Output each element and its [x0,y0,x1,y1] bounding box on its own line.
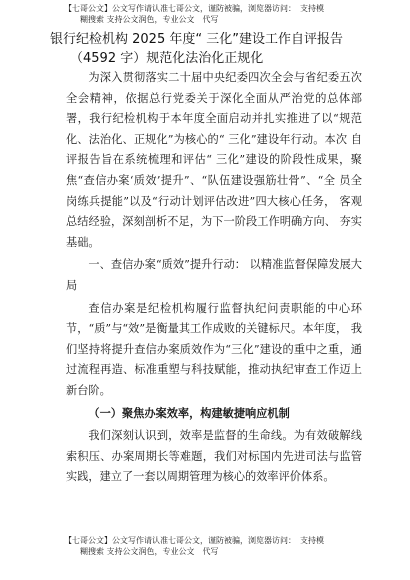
document-body [66,68,362,488]
footer-line-1: 【七哥公文】公文写作请认准七哥公文，谨防被骗，浏览器访问： 支持模 [64,536,324,545]
document-title [50,30,390,68]
title-line-1: 银行纪检机构 2025 年度“ 三化”建设工作自评报告 [50,32,343,47]
header-line-1: 【七哥公文】公文写作请认准七哥公文，谨防被骗，浏览器访问： 支持模 [64,4,324,13]
header-line-2: 糊搜索 支持公文润色，专业公文 代写 [80,15,219,24]
section-heading-1: 一、查信办案“质效”提升行动： 以精准监督保障发展大局 [66,258,362,292]
paragraph-subsection-1: 我们深刻认识到，效率是监督的生命线。为有效破解线索积压、办案周期长等难题，我们对标国内先进司法与监管实践，建立了一套以周期管理为核心的效率评价体系。 [66,429,362,484]
paragraph-intro: 为深入贯彻落实二十届中央纪委四次全会与省纪委五次全会精神，依据总行党委关于深化全面从严治党的总体部署，我行纪检机构于本年度全面启动并扎实推进了以“规范化、法治化、正规化”为核心的“ 三化”建设年行动。本次 自评报告旨在系统梳理和评估“ 三化”建设的阶段性成果，聚焦“查信办案‘质效’提升”、“队伍建设强筋壮骨”、“全 员全岗练兵提能”以及“行动计划评估改进”四大核心任务， 客观总结经验，深刻剖析不足，为下一阶段工作明确方向、 夯实基础。 [66,71,362,249]
paragraph-section-1: 查信办案是纪检机构履行监督执纪问责职能的中心环节，“质”与“效”是衡量其工作成败的关键标尺。本年度， 我们坚持将提升查信办案质效作为“三化”建设的重中之重，通过流程再造、标准重塑与科技赋能，推动执纪审查工作迈上新台阶。 [66,301,362,397]
title-line-2: （4592 字）规范化法治化正规化 [70,51,264,66]
page-header [64,3,384,25]
page-footer [64,535,384,557]
subsection-heading-1: （一）聚焦办案效率，构建敏捷响应机制 [88,406,290,420]
footer-line-2: 糊搜索 支持公文润色，专业公文 代写 [80,547,219,556]
